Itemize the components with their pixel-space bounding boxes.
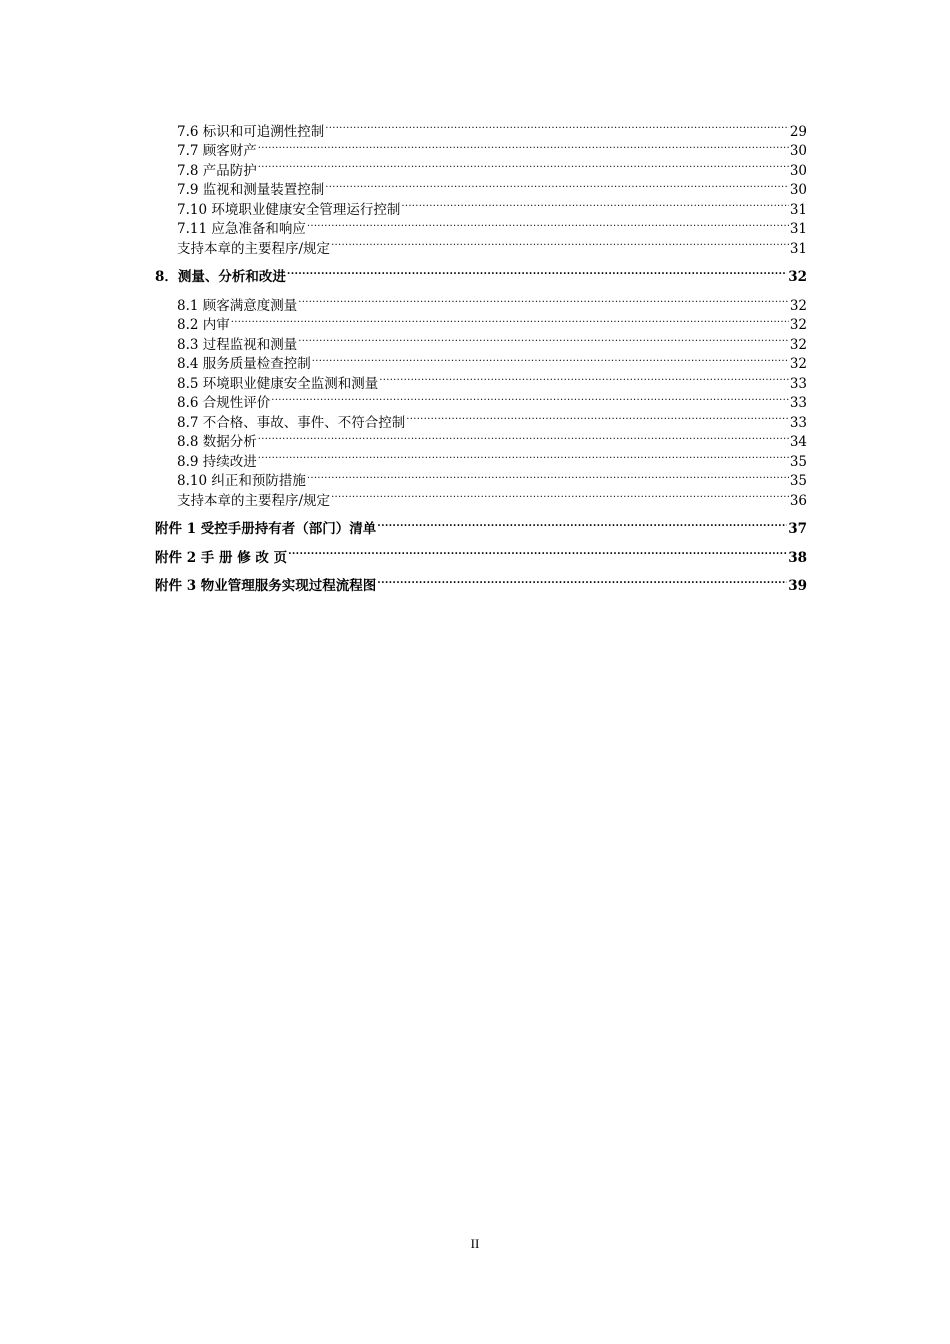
toc-entry-page: 33 [789, 375, 807, 392]
toc-dot-leader [258, 155, 789, 175]
toc-entry-page: 37 [788, 521, 807, 537]
toc-entry-page: 30 [789, 143, 807, 159]
toc-entry-page: 38 [788, 549, 807, 566]
toc-entry[interactable] [155, 514, 807, 537]
toc-entry-page: 33 [789, 395, 807, 411]
toc-entry-label: 7.9 监视和测量装置控制 [177, 182, 325, 198]
table-of-contents [155, 116, 807, 599]
toc-entry-page: 31 [789, 201, 807, 218]
toc-entry-page: 31 [789, 221, 807, 237]
toc-dot-leader [331, 233, 789, 253]
toc-dot-leader [325, 116, 789, 136]
toc-dot-leader [401, 194, 788, 214]
toc-entry-label: 8.4 服务质量检查控制 [177, 356, 311, 372]
toc-entry-page: 32 [789, 297, 807, 314]
toc-dot-leader [298, 329, 789, 349]
toc-entry-page: 32 [789, 336, 807, 353]
toc-entry[interactable] [155, 542, 807, 566]
toc-dot-leader [258, 136, 789, 156]
toc-entry-page: 35 [789, 473, 807, 489]
toc-entry-label: 8.5 环境职业健康安全监测和测量 [177, 375, 379, 392]
toc-entry[interactable] [155, 310, 807, 333]
toc-dot-leader [287, 262, 787, 282]
toc-entry-label: 8.7 不合格、事故、事件、不符合控制 [177, 414, 406, 431]
toc-entry-label: 附件 1 受控手册持有者（部门）清单 [155, 521, 377, 537]
toc-dot-leader [258, 427, 789, 447]
toc-entry-label: 7.7 顾客财产 [177, 143, 257, 159]
toc-entry-label: 7.6 标识和可追溯性控制 [177, 123, 325, 140]
toc-entry-label: 8.10 纠正和预防措施 [177, 473, 306, 489]
toc-entry-label: 8.6 合规性评价 [177, 395, 271, 411]
toc-dot-leader [231, 310, 789, 330]
toc-entry-label: 8.3 过程监视和测量 [177, 336, 298, 353]
toc-entry[interactable] [155, 290, 807, 314]
toc-entry-page: 31 [789, 240, 807, 257]
toc-entry-label: 7.11 应急准备和响应 [177, 221, 306, 237]
toc-entry[interactable] [155, 262, 807, 285]
toc-dot-leader [307, 214, 789, 234]
toc-dot-leader [331, 485, 789, 505]
toc-dot-leader [406, 407, 789, 427]
toc-entry-label: 支持本章的主要程序/规定 [177, 492, 331, 509]
toc-entry[interactable] [155, 116, 807, 140]
toc-entry-page: 29 [789, 123, 807, 140]
page-number: II [470, 1236, 480, 1251]
toc-entry-page: 30 [789, 182, 807, 198]
toc-entry-page: 32 [789, 317, 807, 333]
toc-entry-label: 8.8 数据分析 [177, 434, 257, 450]
toc-dot-leader [288, 542, 787, 562]
toc-dot-leader [258, 446, 789, 466]
toc-entry-page: 36 [789, 492, 807, 509]
toc-entry-label: 8.2 内审 [177, 317, 230, 333]
toc-dot-leader [298, 290, 789, 310]
toc-entry-label: 8．测量、分析和改进 [155, 269, 286, 285]
toc-entry-label: 7.10 环境职业健康安全管理运行控制 [177, 201, 401, 218]
toc-dot-leader [307, 466, 789, 486]
toc-dot-leader [271, 388, 789, 408]
toc-entry-page: 32 [788, 269, 807, 285]
toc-entry-label: 8.9 持续改进 [177, 453, 257, 470]
toc-entry-label: 支持本章的主要程序/规定 [177, 240, 331, 257]
toc-entry-label: 7.8 产品防护 [177, 162, 257, 179]
toc-dot-leader [379, 368, 789, 388]
toc-dot-leader [377, 571, 787, 591]
toc-dot-leader [312, 349, 789, 369]
toc-entry-page: 33 [789, 414, 807, 431]
toc-entry-label: 附件 3 物业管理服务实现过程流程图 [155, 578, 377, 594]
toc-dot-leader [377, 514, 787, 534]
toc-entry-page: 39 [788, 578, 807, 594]
toc-entry[interactable] [155, 329, 807, 353]
toc-entry-label: 附件 2 手 册 修 改 页 [155, 549, 288, 566]
toc-dot-leader [325, 175, 789, 195]
toc-entry-page: 30 [789, 162, 807, 179]
toc-entry-page: 32 [789, 356, 807, 372]
toc-entry-page: 34 [789, 434, 807, 450]
toc-entry-label: 8.1 顾客满意度测量 [177, 297, 298, 314]
toc-entry-page: 35 [789, 453, 807, 470]
toc-entry[interactable] [155, 571, 807, 594]
